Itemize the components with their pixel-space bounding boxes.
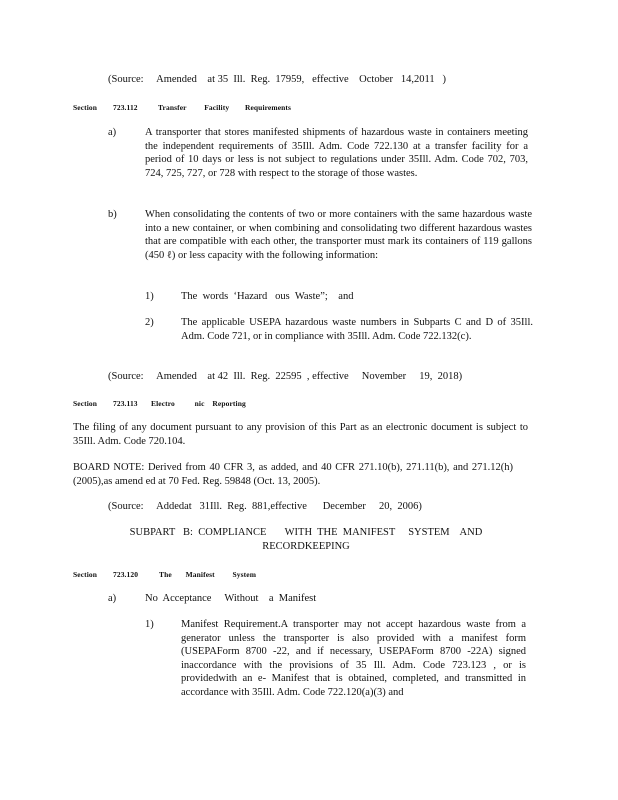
paragraph-723-120-a-1: Manifest Requirement.A transporter may not accept hazardous waste from a generator unless the transporter is also provided with a manifest form (USEPAForm 8700 -22, and if necessary, USEPAForm 8700 -22A) signed inaccordance with the provisions of 35 Ill. Adm. Code 723.123 , or is providedwith an e- Manifest that is obtained, completed, and transmitted in accordance with 35Ill. Adm. Code 722.120(a)(3) and xyxy=(181,619,526,698)
section-number: 723.113 xyxy=(113,399,138,408)
section-title: Electro nic Reporting xyxy=(151,399,246,408)
paragraph-723-112-b-1: The words ‘Hazard ous Waste”; and xyxy=(181,291,354,302)
section-number: 723.120 xyxy=(113,570,139,579)
section-heading-723-120 xyxy=(73,568,333,580)
source-note-1: (Source: Amended at 35 Ill. Reg. 17959, effective October 14,2011 ) xyxy=(108,74,446,85)
paragraph-723-112-b: When consolidating the contents of two or more containers with the same hazardous waste into a new container, or when combining and consolidating two different hazardous wastes that are compatible with each other, the transporter must mark its containers of 119 gallons (450 ℓ) or less capacity with the following information: xyxy=(145,209,532,261)
section-label: Section xyxy=(73,570,98,579)
section-title: The Manifest System xyxy=(159,570,257,579)
item-label-2: 2) xyxy=(145,317,154,328)
source-note-3: (Source: Addedat 31Ill. Reg. 881,effective December 20, 2006) xyxy=(108,501,422,512)
subpart-heading: SUBPART B: COMPLIANCE WITH THE MANIFEST SYSTEM AND RECORDKEEPING xyxy=(129,527,485,552)
section-heading-723-113 xyxy=(73,397,333,409)
item-label-1: 1) xyxy=(145,619,154,630)
paragraph-723-120-a: No Acceptance Without a Manifest xyxy=(145,593,317,604)
section-number: 723.112 xyxy=(113,103,138,112)
paragraph-723-113: The filing of any document pursuant to any provision of this Part as an electronic document is subject to 35Ill. Adm. Code 720.104. xyxy=(73,422,528,447)
item-label-b: b) xyxy=(108,209,117,220)
source-note-2: (Source: Amended at 42 Ill. Reg. 22595 , effective November 19, 2018) xyxy=(108,371,463,382)
item-label-1: 1) xyxy=(145,291,154,302)
section-title: Transfer Facility Requirements xyxy=(158,103,292,112)
paragraph-723-112-b-2: The applicable USEPA hazardous waste numbers in Subparts C and D of 35Ill. Adm. Code 721, or in compliance with 35Ill. Adm. Code 722.132(c). xyxy=(181,317,533,342)
item-label-a: a) xyxy=(108,127,117,138)
section-label: Section xyxy=(73,103,98,112)
item-label-a: a) xyxy=(108,593,117,604)
section-heading-723-112 xyxy=(73,101,333,113)
board-note: BOARD NOTE: Derived from 40 CFR 3, as added, and 40 CFR 271.10(b), 271.11(b), and 271.12(h) (2005),as amend ed at 70 Fed. Reg. 59848 (Oct. 13, 2005). xyxy=(73,462,513,487)
section-label: Section xyxy=(73,399,98,408)
paragraph-723-112-a: A transporter that stores manifested shipments of hazardous waste in containers meeting the independent requirements of 35Ill. Adm. Code 722.130 at a transfer facility for a period of 10 days or less is not subject to regulations under 35Ill. Adm. Code 702, 703, 724, 725, 727, or 728 with respect to the storage of those wastes. xyxy=(145,127,528,179)
